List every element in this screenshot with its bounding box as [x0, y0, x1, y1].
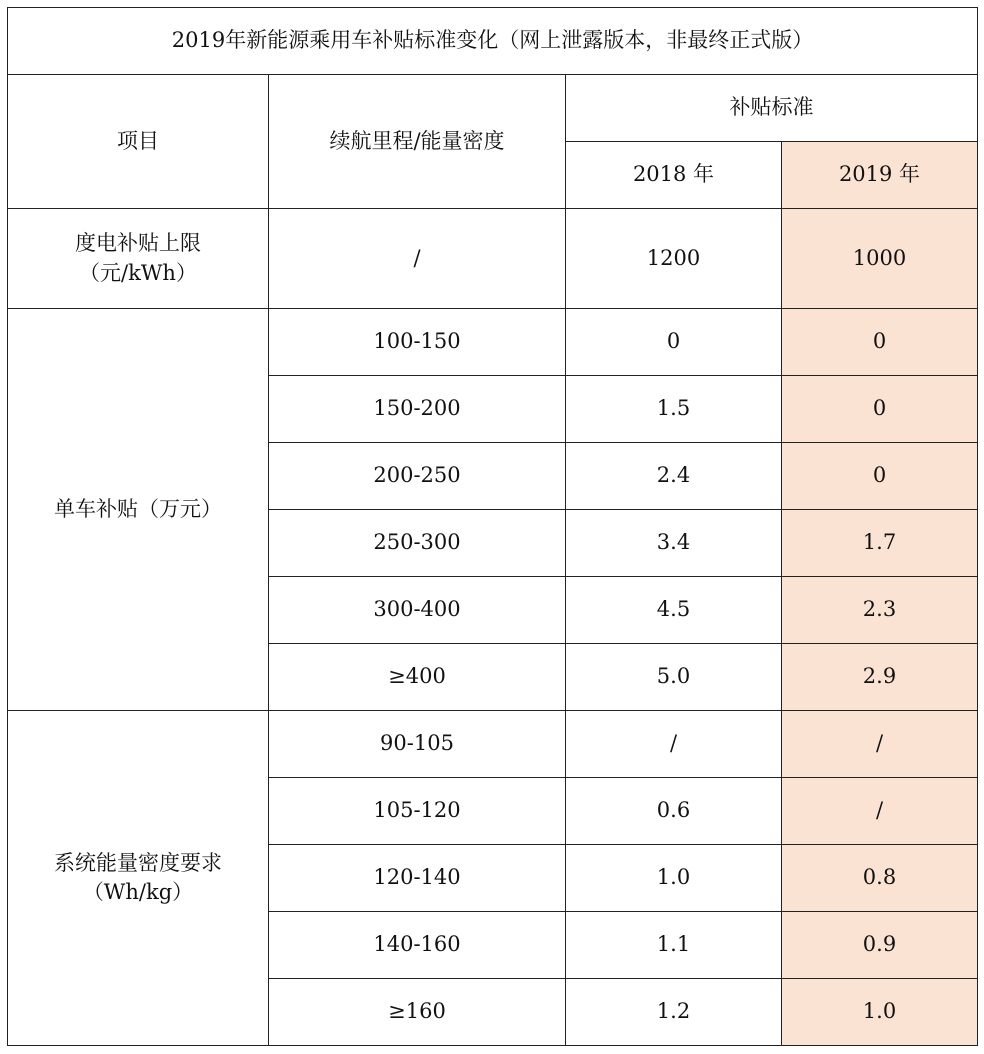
row-label-density [8, 711, 269, 1046]
header-item: 项目 [8, 75, 269, 209]
vehicle-2019: 0 [782, 376, 978, 443]
density-range: 105-120 [269, 778, 566, 845]
vehicle-range: 250-300 [269, 510, 566, 577]
vehicle-2018: 4.5 [566, 577, 782, 644]
density-range: ≥160 [269, 979, 566, 1046]
density-2018: 1.1 [566, 912, 782, 979]
header-2018: 2018 年 [566, 142, 782, 209]
vehicle-range: ≥400 [269, 644, 566, 711]
vehicle-2019: 0 [782, 443, 978, 510]
cap-2019: 1000 [782, 209, 978, 309]
vehicle-2018: 5.0 [566, 644, 782, 711]
vehicle-2018: 2.4 [566, 443, 782, 510]
vehicle-range: 300-400 [269, 577, 566, 644]
density-2018: / [566, 711, 782, 778]
vehicle-2018: 3.4 [566, 510, 782, 577]
vehicle-2019: 2.3 [782, 577, 978, 644]
row-label-vehicle: 单车补贴（万元） [8, 309, 269, 711]
header-2019: 2019 年 [782, 142, 978, 209]
table-title: 2019年新能源乘用车补贴标准变化（网上泄露版本，非最终正式版） [8, 8, 978, 75]
density-2019: / [782, 711, 978, 778]
density-2019: 0.9 [782, 912, 978, 979]
density-range: 90-105 [269, 711, 566, 778]
cap-range: / [269, 209, 566, 309]
density-2019: / [782, 778, 978, 845]
vehicle-range: 200-250 [269, 443, 566, 510]
density-2018: 1.2 [566, 979, 782, 1046]
cap-label-text: 度电补贴上限（元/kWh） [75, 231, 201, 285]
vehicle-2018: 0 [566, 309, 782, 376]
density-range: 140-160 [269, 912, 566, 979]
density-2019: 1.0 [782, 979, 978, 1046]
header-range: 续航里程/能量密度 [269, 75, 566, 209]
header-standard: 补贴标准 [566, 75, 978, 142]
row-label-cap [8, 209, 269, 309]
vehicle-2019: 1.7 [782, 510, 978, 577]
density-2018: 1.0 [566, 845, 782, 912]
vehicle-2019: 2.9 [782, 644, 978, 711]
density-label-text: 系统能量密度要求（Wh/kg） [54, 850, 222, 904]
vehicle-2018: 1.5 [566, 376, 782, 443]
vehicle-range: 100-150 [269, 309, 566, 376]
vehicle-range: 150-200 [269, 376, 566, 443]
subsidy-table [7, 7, 978, 1046]
density-2019: 0.8 [782, 845, 978, 912]
density-range: 120-140 [269, 845, 566, 912]
cap-2018: 1200 [566, 209, 782, 309]
vehicle-2019: 0 [782, 309, 978, 376]
density-2018: 0.6 [566, 778, 782, 845]
